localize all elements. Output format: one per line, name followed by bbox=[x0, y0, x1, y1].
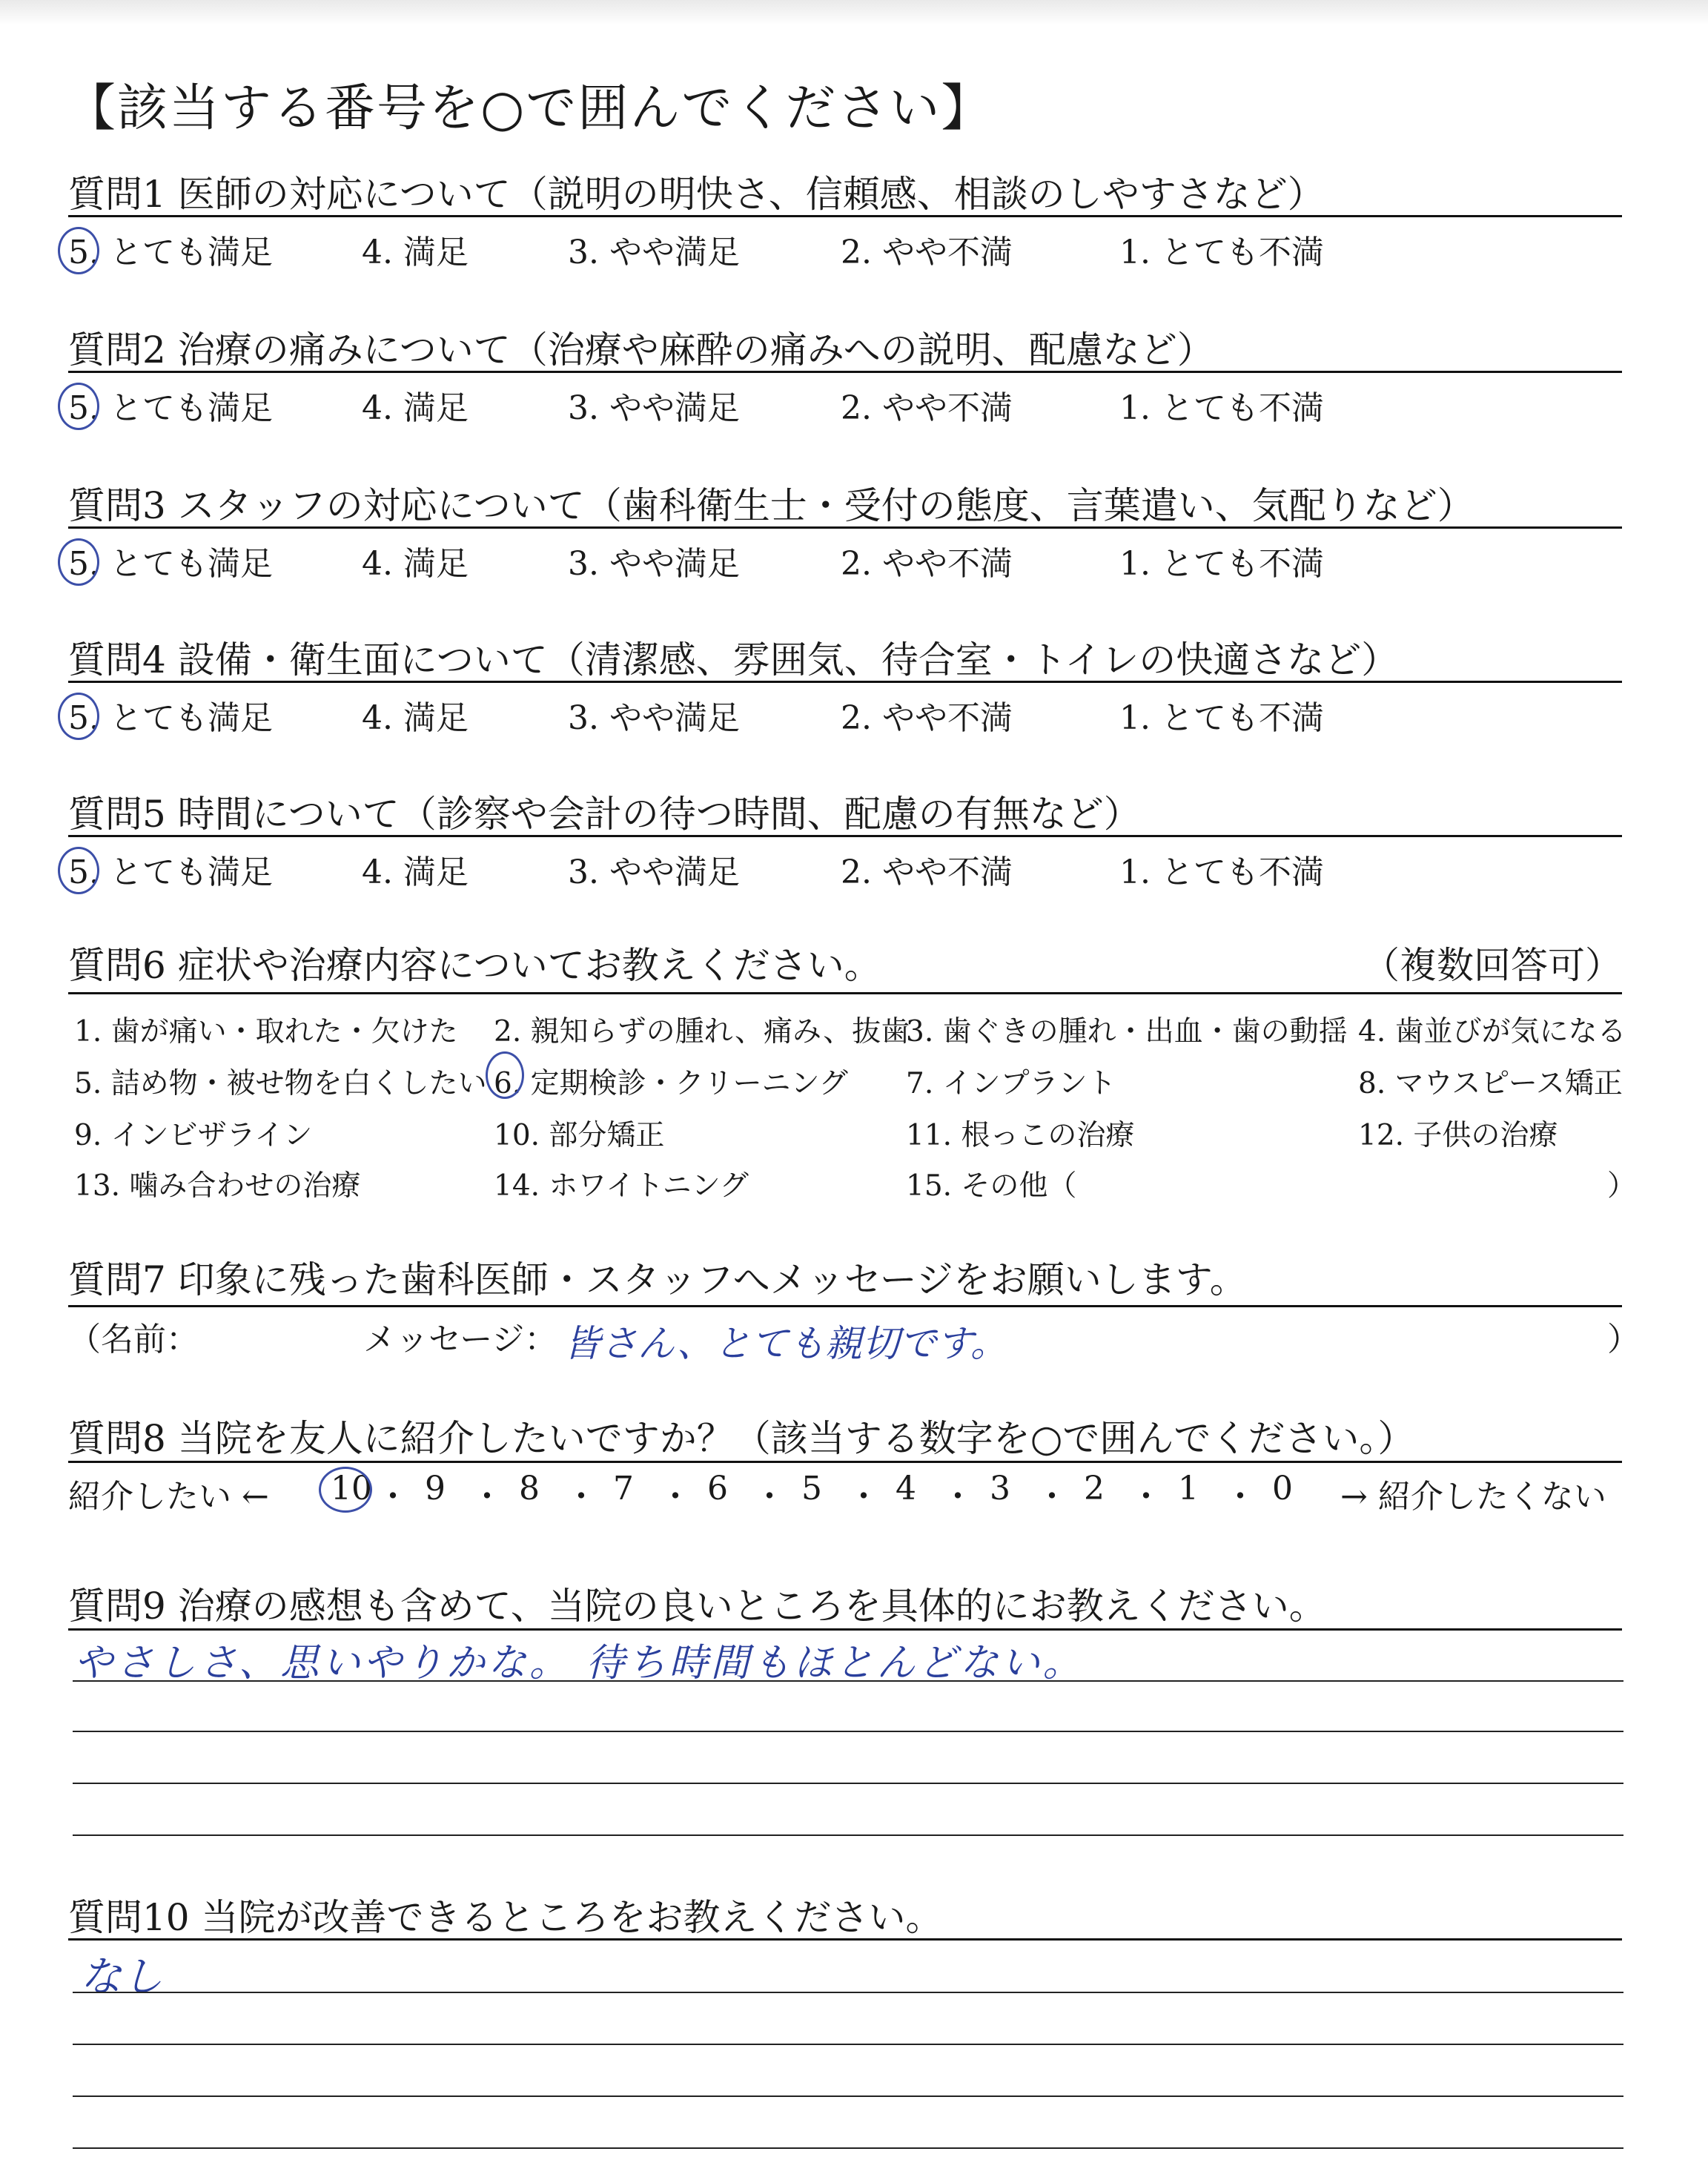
q10-answer-handwritten: なし bbox=[80, 1953, 163, 2001]
q4-rule bbox=[68, 681, 1622, 683]
q8-rule bbox=[68, 1461, 1622, 1463]
q9-line-1 bbox=[73, 1680, 1623, 1682]
q6-note: （複数回答可） bbox=[1363, 944, 1622, 987]
q6-option-14: 14. ホワイトニング bbox=[494, 1169, 749, 1203]
q2-option-2: 2. やや不満 bbox=[841, 389, 1013, 427]
q7-rule bbox=[68, 1305, 1622, 1307]
q3-option-3: 3. やや満足 bbox=[568, 545, 740, 583]
q3-label: 質問3 スタッフの対応について（歯科衛生士・受付の態度、言葉遣い、気配りなど） bbox=[68, 484, 1474, 527]
q1-option-2: 2. やや不満 bbox=[841, 234, 1013, 271]
q8-scale-separator: ・ bbox=[847, 1478, 880, 1516]
q3-option-1: 1. とても不満 bbox=[1119, 545, 1324, 583]
q6-option-9: 9. インビザライン bbox=[74, 1119, 313, 1152]
q6-option-4: 4. 歯並びが気になる bbox=[1358, 1015, 1626, 1048]
q5-label: 質問5 時間について（診察や会計の待つ時間、配慮の有無など） bbox=[68, 793, 1141, 836]
q8-scale-8: 8 bbox=[519, 1470, 540, 1507]
q7-message-handwritten: 皆さん、とても親切です。 bbox=[563, 1322, 1007, 1365]
q8-scale-separator: ・ bbox=[941, 1478, 974, 1516]
q1-label: 質問1 医師の対応について（説明の明快さ、信頼感、相談のしやすさなど） bbox=[68, 173, 1325, 216]
q5-rule bbox=[68, 835, 1622, 837]
q2-option-1: 1. とても不満 bbox=[1119, 389, 1324, 427]
q8-scale-5: 5 bbox=[801, 1470, 822, 1507]
q8-scale-1: 1 bbox=[1178, 1470, 1199, 1507]
q6-rule bbox=[68, 992, 1622, 994]
q8-scale-9: 9 bbox=[425, 1470, 446, 1507]
q4-answer-circle bbox=[58, 693, 99, 740]
q8-scale-separator: ・ bbox=[1224, 1478, 1257, 1516]
q10-line-2 bbox=[73, 2044, 1623, 2045]
q8-scale-separator: ・ bbox=[659, 1478, 692, 1516]
q1-option-4: 4. 満足 bbox=[362, 234, 469, 271]
q1-answer-circle bbox=[58, 227, 99, 274]
q1-option-5: 5. とても満足 bbox=[68, 234, 273, 271]
q8-scale-separator: ・ bbox=[1130, 1478, 1162, 1516]
q6-option-8: 8. マウスピース矯正 bbox=[1358, 1067, 1623, 1100]
q6-option-6: 6. 定期検診・クリーニング bbox=[494, 1067, 848, 1100]
q2-option-4: 4. 満足 bbox=[362, 389, 469, 427]
q6-option-13: 13. 噛み合わせの治療 bbox=[74, 1169, 361, 1203]
q8-scale-separator: ・ bbox=[565, 1478, 598, 1516]
q9-line-4 bbox=[73, 1834, 1623, 1836]
q8-scale-separator: ・ bbox=[1036, 1478, 1068, 1516]
q8-scale-2: 2 bbox=[1084, 1470, 1105, 1507]
q1-option-3: 3. やや満足 bbox=[568, 234, 740, 271]
q7-name-label: （名前： bbox=[68, 1321, 199, 1358]
q5-option-3: 3. やや満足 bbox=[568, 853, 740, 891]
q2-option-3: 3. やや満足 bbox=[568, 389, 740, 427]
q6-label: 質問6 症状や治療内容についてお教えください。 bbox=[68, 944, 881, 987]
q5-option-5: 5. とても満足 bbox=[68, 853, 273, 891]
q7-message-label: メッセージ： bbox=[363, 1321, 557, 1358]
q7-label: 質問7 印象に残った歯科医師・スタッフへメッセージをお願いします。 bbox=[68, 1258, 1247, 1301]
q8-scale-6: 6 bbox=[707, 1470, 728, 1507]
q9-line-2 bbox=[73, 1731, 1623, 1732]
q5-option-1: 1. とても不満 bbox=[1119, 853, 1324, 891]
q5-option-4: 4. 満足 bbox=[362, 853, 469, 891]
q6-option-3: 3. 歯ぐきの腫れ・出血・歯の動揺 bbox=[906, 1015, 1348, 1048]
q9-line-3 bbox=[73, 1783, 1623, 1784]
q8-scale-separator: ・ bbox=[753, 1478, 786, 1516]
q7-close-paren: ） bbox=[1607, 1321, 1640, 1358]
q5-option-2: 2. やや不満 bbox=[841, 853, 1013, 891]
q5-answer-circle bbox=[58, 847, 99, 894]
q8-answer-circle bbox=[319, 1467, 372, 1513]
form-title: 【該当する番号を○で囲んでください】 bbox=[65, 79, 993, 138]
q8-scale-7: 7 bbox=[613, 1470, 634, 1507]
q8-scale-0: 0 bbox=[1272, 1470, 1293, 1507]
scan-top-edge bbox=[0, 0, 1708, 25]
q10-line-3 bbox=[73, 2095, 1623, 2097]
q4-option-3: 3. やや満足 bbox=[568, 699, 740, 737]
q3-answer-circle bbox=[58, 538, 99, 586]
q3-option-5: 5. とても満足 bbox=[68, 545, 273, 583]
q8-left-label: 紹介したい ← bbox=[68, 1478, 269, 1516]
q4-option-2: 2. やや不満 bbox=[841, 699, 1013, 737]
q8-label: 質問8 当院を友人に紹介したいですか？（該当する数字を○で囲んでください。） bbox=[68, 1417, 1415, 1460]
q8-right-label: → 紹介したくない bbox=[1340, 1478, 1606, 1516]
q8-scale-separator: ・ bbox=[471, 1478, 503, 1516]
q2-option-5: 5. とても満足 bbox=[68, 389, 273, 427]
q10-line-1 bbox=[73, 1992, 1623, 1993]
q9-rule bbox=[68, 1628, 1622, 1631]
q4-label: 質問4 設備・衛生面について（清潔感、雰囲気、待合室・トイレの快適さなど） bbox=[68, 638, 1399, 681]
q10-rule bbox=[68, 1938, 1622, 1941]
q8-scale-4: 4 bbox=[896, 1470, 916, 1507]
q2-label: 質問2 治療の痛みについて（治療や麻酔の痛みへの説明、配慮など） bbox=[68, 328, 1214, 371]
q6-option-2: 2. 親知らずの腫れ、痛み、抜歯 bbox=[494, 1015, 910, 1048]
q1-rule bbox=[68, 215, 1622, 217]
q4-option-1: 1. とても不満 bbox=[1119, 699, 1324, 737]
q8-scale-3: 3 bbox=[990, 1470, 1010, 1507]
q3-rule bbox=[68, 526, 1622, 529]
q6-option-5: 5. 詰め物・被せ物を白くしたい bbox=[74, 1067, 487, 1100]
q3-option-2: 2. やや不満 bbox=[841, 545, 1013, 583]
q6-option-12: 12. 子供の治療 bbox=[1358, 1119, 1558, 1152]
q10-label: 質問10 当院が改善できるところをお教えください。 bbox=[68, 1896, 943, 1939]
q4-option-5: 5. とても満足 bbox=[68, 699, 273, 737]
q6-close-paren: ） bbox=[1607, 1169, 1637, 1203]
q6-option-15: 15. その他（ bbox=[906, 1169, 1077, 1203]
q6-option-7: 7. インプラント bbox=[906, 1067, 1116, 1100]
q8-scale-10: 10 bbox=[331, 1470, 372, 1507]
q10-line-4 bbox=[73, 2147, 1623, 2149]
q6-option-10: 10. 部分矯正 bbox=[494, 1119, 665, 1152]
q6-answer-circle bbox=[486, 1051, 524, 1099]
q4-option-4: 4. 満足 bbox=[362, 699, 469, 737]
q6-option-11: 11. 根っこの治療 bbox=[906, 1119, 1135, 1152]
q9-label: 質問9 治療の感想も含めて、当院の良いところを具体的にお教えください。 bbox=[68, 1585, 1326, 1628]
q1-option-1: 1. とても不満 bbox=[1119, 234, 1324, 271]
q6-option-1: 1. 歯が痛い・取れた・欠けた bbox=[74, 1015, 458, 1048]
q3-option-4: 4. 満足 bbox=[362, 545, 469, 583]
q2-rule bbox=[68, 371, 1622, 373]
q2-answer-circle bbox=[58, 383, 99, 430]
q8-scale-separator: ・ bbox=[377, 1478, 409, 1516]
q9-answer-handwritten: やさしさ、思いやりかな。 待ち時間もほとんどない。 bbox=[74, 1641, 1085, 1685]
